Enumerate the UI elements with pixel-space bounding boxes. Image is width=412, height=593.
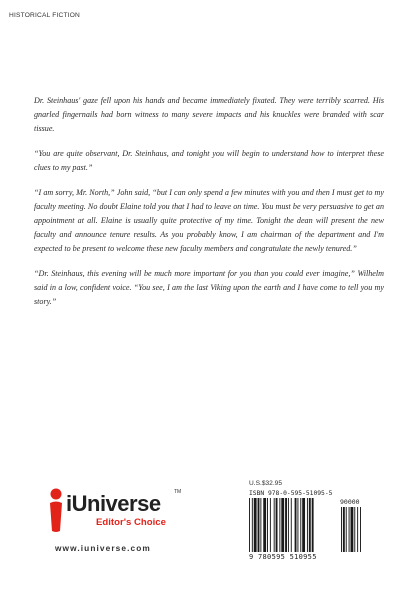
excerpt-paragraph: “You are quite observant, Dr. Steinhaus, and tonight you will begin to understand how to interpret these clues to my past.” — [34, 149, 384, 172]
barcode-addon-bar — [351, 507, 354, 552]
publisher-brand: iUniverse — [66, 491, 161, 516]
person-logo-icon — [46, 487, 66, 533]
barcode-number: 9 780595 510955 — [249, 553, 317, 561]
barcode-bar — [295, 498, 297, 552]
barcode-addon-bar — [346, 507, 347, 552]
barcode-bar — [252, 498, 253, 552]
barcode-bar — [270, 498, 271, 552]
barcode-addon-number: 90000 — [340, 498, 360, 506]
genre-label: HISTORICAL FICTION — [9, 12, 81, 19]
publisher-logo — [42, 487, 182, 535]
barcode-addon-bar — [360, 507, 361, 552]
excerpt-paragraph: “I am sorry, Mr. North,” John said, “but I can only spend a few minutes with you and then I must get to my faculty meeting. No doubt Elaine told you that I had to leave on time. You must be very persuasive to get an appointment at all. Elaine is usually quite protective of my time. Tonight the dean will present the new faculty and announce tenure results. As you probably know, I am chairman of the department and I'm expected to be present to welcome these new faculty members and congratulate the newly tenured.” — [34, 188, 384, 253]
publisher-tagline: Editor's Choice — [96, 517, 166, 528]
barcode-bar — [307, 498, 308, 552]
back-cover-excerpt — [34, 94, 384, 320]
barcode-addon-bar — [357, 507, 358, 552]
barcode-bar — [285, 498, 287, 552]
barcode-bar — [309, 498, 311, 552]
barcode-bar — [302, 498, 305, 552]
barcode-bar — [297, 498, 298, 552]
barcode-bar — [312, 498, 314, 552]
barcode-bar — [258, 498, 260, 552]
barcode-bar — [291, 498, 292, 552]
barcode-addon-bar — [354, 507, 355, 552]
barcode-bar — [279, 498, 280, 552]
barcode-bar — [249, 498, 250, 552]
price-label: U.S.$32.95 — [249, 480, 282, 487]
barcode-bar — [260, 498, 261, 552]
barcode — [249, 498, 369, 552]
publisher-url[interactable]: www.iuniverse.com — [55, 543, 151, 553]
isbn-label: ISBN 978-0-595-51095-5 — [249, 490, 333, 497]
barcode-bar — [263, 498, 266, 552]
barcode-bar — [300, 498, 301, 552]
barcode-bar — [254, 498, 257, 552]
barcode-bar — [274, 498, 275, 552]
excerpt-paragraph: “Dr. Steinhaus, this evening will be much more important for you than you could ever imagine,” Wilhelm said in a low, confident voice. “You see, I am the last Viking upon the earth and I have come to tell you my story.” — [34, 269, 384, 306]
barcode-addon-bar — [343, 507, 345, 552]
barcode-bar — [281, 498, 284, 552]
barcode-addon-bar — [341, 507, 342, 552]
barcode-bar — [267, 498, 268, 552]
barcode-bar — [276, 498, 278, 552]
barcode-bar — [288, 498, 289, 552]
excerpt-paragraph: Dr. Steinhaus' gaze fell upon his hands and became immediately fixated. They were terribly scarred. His gnarled fingernails had born witness to many severe impacts and his knuckles were branded with scar tissue. — [34, 96, 384, 133]
barcode-addon-bar — [349, 507, 350, 552]
trademark-mark: TM — [174, 489, 182, 495]
